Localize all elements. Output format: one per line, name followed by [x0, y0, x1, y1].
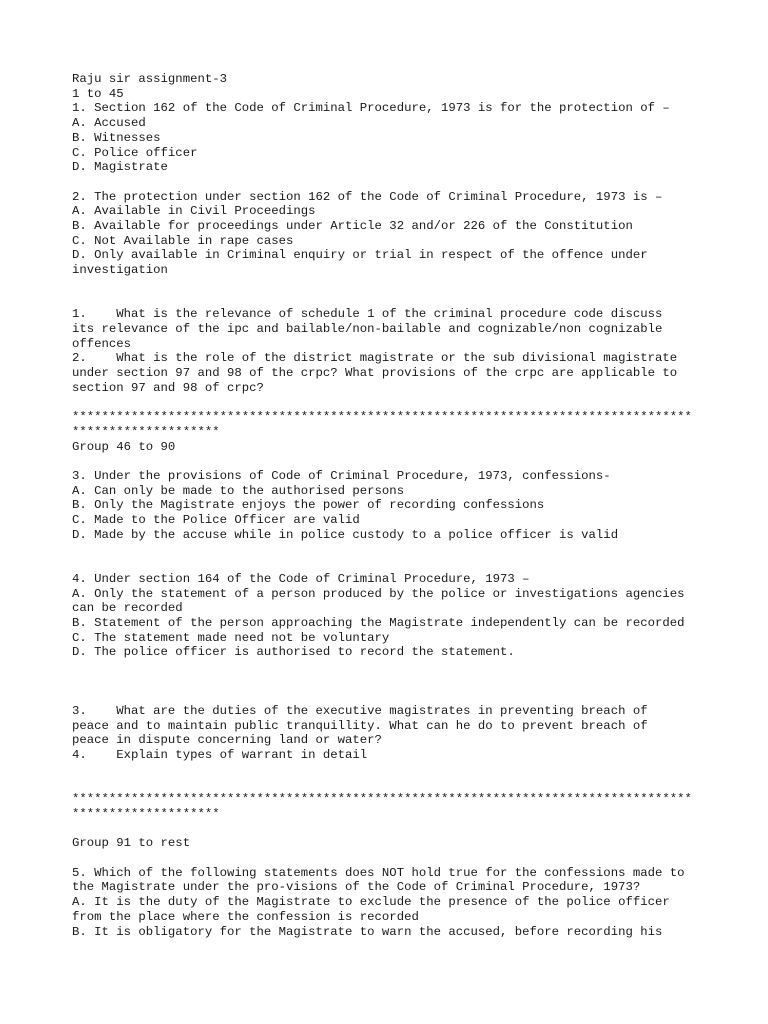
document-line [72, 542, 712, 557]
document-line [72, 822, 712, 837]
document-line: A. Can only be made to the authorised persons [72, 483, 405, 498]
document-line [72, 675, 712, 690]
document-line: can be recorded [72, 601, 183, 616]
document-line: 3. Under the provisions of Code of Criminal Procedure, 1973, confessions- [72, 468, 611, 483]
document-line: 1. What is the relevance of schedule 1 of the criminal procedure code discuss [72, 307, 663, 322]
document-line: B. Only the Magistrate enjoys the power of recording confessions [72, 498, 545, 513]
document-line: A. It is the duty of the Magistrate to exclude the presence of the police officer [72, 895, 670, 910]
document-line: 4. Explain types of warrant in detail [72, 748, 368, 763]
document-line: C. Police officer [72, 145, 198, 160]
document-line: C. The statement made need not be voluntary [72, 630, 390, 645]
document-page [72, 72, 712, 939]
document-line [72, 778, 712, 793]
document-line: its relevance of the ipc and bailable/non-bailable and cognizable/non cognizable [72, 321, 663, 336]
document-line [72, 278, 712, 293]
document-line: Group 91 to rest [72, 836, 191, 851]
document-line: peace in dispute concerning land or water? [72, 733, 382, 748]
document-line: D. Only available in Criminal enquiry or trial in respect of the offence under [72, 248, 648, 263]
document-line [72, 557, 712, 572]
document-line [72, 689, 712, 704]
document-line: A. Only the statement of a person produced by the police or investigations agencies [72, 586, 685, 601]
document-line: ******************** [72, 424, 220, 439]
document-line: 2. The protection under section 162 of the Code of Criminal Procedure, 1973 is – [72, 189, 663, 204]
document-line [72, 395, 712, 410]
document-line: investigation [72, 263, 168, 278]
document-line: 4. Under section 164 of the Code of Criminal Procedure, 1973 – [72, 571, 530, 586]
document-line: ************************************************************************************ [72, 792, 692, 807]
document-line [72, 660, 712, 675]
document-line: D. Magistrate [72, 160, 168, 175]
document-line: 1. Section 162 of the Code of Criminal Procedure, 1973 is for the protection of – [72, 101, 670, 116]
document-line: C. Not Available in rape cases [72, 233, 294, 248]
document-line [72, 851, 712, 866]
document-line: 1 to 45 [72, 86, 124, 101]
document-line [72, 175, 712, 190]
document-line: C. Made to the Police Officer are valid [72, 513, 360, 528]
document-line: A. Accused [72, 116, 146, 131]
document-line: 2. What is the role of the district magistrate or the sub divisional magistrate [72, 351, 678, 366]
document-line: ******************** [72, 806, 220, 821]
document-line: B. Witnesses [72, 130, 161, 145]
document-line: under section 97 and 98 of the crpc? What provisions of the crpc are applicable to [72, 366, 678, 381]
document-line: from the place where the confession is recorded [72, 909, 419, 924]
document-line: Group 46 to 90 [72, 439, 176, 454]
document-line: 3. What are the duties of the executive magistrates in preventing breach of [72, 704, 648, 719]
document-line: 5. Which of the following statements does NOT hold true for the confessions made to [72, 865, 685, 880]
document-line: Raju sir assignment-3 [72, 72, 227, 86]
document-line: section 97 and 98 of crpc? [72, 380, 264, 395]
document-line: peace and to maintain public tranquillity. What can he do to prevent breach of [72, 718, 648, 733]
document-line: B. Available for proceedings under Article 32 and/or 226 of the Constitution [72, 219, 633, 234]
document-line [72, 763, 712, 778]
document-line: B. Statement of the person approaching the Magistrate independently can be recorded [72, 615, 685, 630]
document-line: B. It is obligatory for the Magistrate to warn the accused, before recording his [72, 924, 663, 939]
document-line [72, 454, 712, 469]
document-line: ************************************************************************************ [72, 410, 692, 425]
document-line: D. The police officer is authorised to record the statement. [72, 645, 515, 660]
document-line: A. Available in Civil Proceedings [72, 204, 316, 219]
document-line: D. Made by the accuse while in police custody to a police officer is valid [72, 527, 619, 542]
document-line: the Magistrate under the pro-visions of the Code of Criminal Procedure, 1973? [72, 880, 641, 895]
document-line: offences [72, 336, 132, 351]
document-line [72, 293, 712, 308]
